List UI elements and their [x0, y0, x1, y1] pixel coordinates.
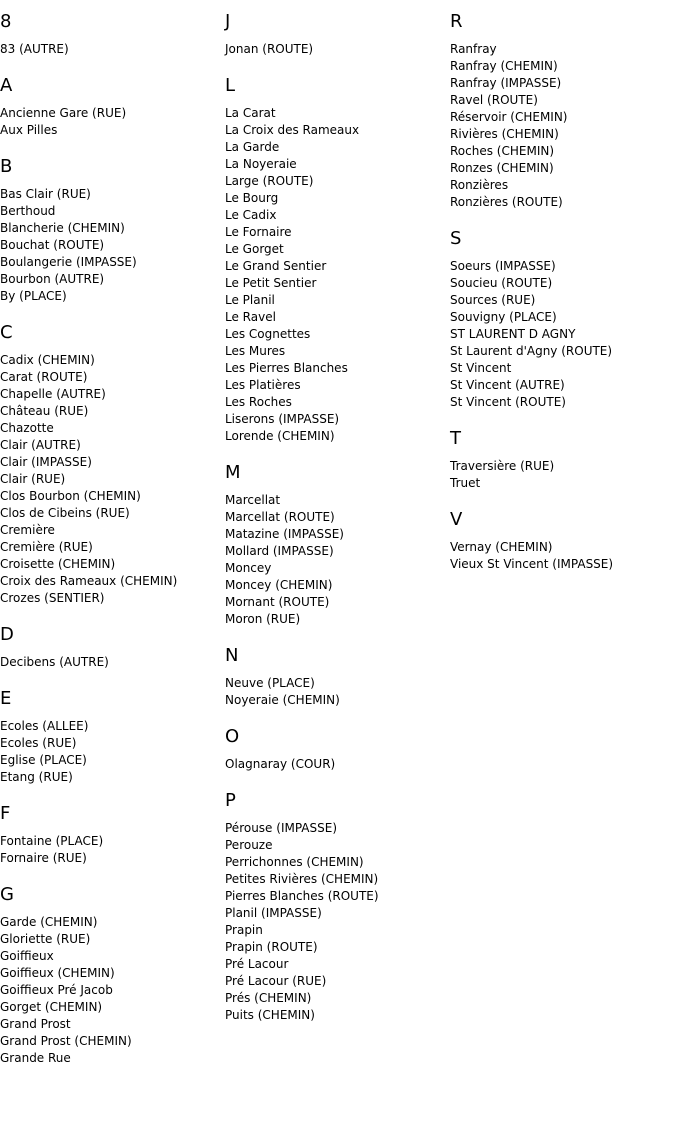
street-link[interactable]: Réservoir (CHEMIN) [450, 110, 568, 124]
street-link[interactable]: By (PLACE) [0, 289, 67, 303]
street-link[interactable]: Crozes (SENTIER) [0, 591, 105, 605]
street-link[interactable]: Le Grand Sentier [225, 259, 327, 273]
street-link[interactable]: Les Mures [225, 344, 286, 358]
street-link[interactable]: Roches (CHEMIN) [450, 144, 555, 158]
street-link[interactable]: Ravel (ROUTE) [450, 93, 538, 107]
letter-heading: V [450, 509, 463, 530]
street-link[interactable]: Ronzières [450, 178, 509, 192]
letter-heading: E [0, 688, 12, 709]
letter-group [0, 75, 225, 139]
street-link[interactable]: Pierres Blanches (ROUTE) [225, 889, 379, 903]
street-link[interactable]: Cremière (RUE) [0, 540, 93, 554]
letter-group [0, 624, 225, 671]
street-link[interactable]: Gorget (CHEMIN) [0, 1000, 103, 1014]
street-link[interactable]: Large (ROUTE) [225, 174, 314, 188]
letter-group [0, 156, 225, 305]
street-link[interactable]: Les Pierres Blanches [225, 361, 348, 375]
letter-heading: S [450, 228, 462, 249]
letter-group [225, 11, 450, 58]
street-link[interactable]: Pérouse (IMPASSE) [225, 821, 338, 835]
street-link[interactable]: Petites Rivières (CHEMIN) [225, 872, 379, 886]
street-link[interactable]: Clair (AUTRE) [0, 438, 81, 452]
letter-group [450, 428, 675, 492]
street-link[interactable]: Le Fornaire [225, 225, 292, 239]
street-link[interactable]: Moron (RUE) [225, 612, 301, 626]
street-link[interactable]: Traversière (RUE) [450, 459, 555, 473]
street-list [450, 539, 675, 573]
street-link[interactable]: Clos de Cibeins (RUE) [0, 506, 130, 520]
street-link[interactable]: Goiffieux [0, 949, 54, 963]
street-link[interactable]: Goiffieux Pré Jacob [0, 983, 113, 997]
street-link[interactable]: Bourbon (AUTRE) [0, 272, 105, 286]
street-index-column-1 [0, 0, 225, 1084]
letter-group [225, 75, 450, 445]
street-link[interactable]: Soeurs (IMPASSE) [450, 259, 556, 273]
letter-heading: P [225, 790, 236, 811]
street-link[interactable]: Ranfray (CHEMIN) [450, 59, 558, 73]
street-link[interactable]: St Vincent [450, 361, 512, 375]
street-link[interactable]: Noyeraie (CHEMIN) [225, 693, 340, 707]
street-list [450, 41, 675, 211]
street-list [0, 654, 225, 671]
street-link[interactable]: Clair (IMPASSE) [0, 455, 92, 469]
letter-heading: J [225, 11, 231, 32]
street-link[interactable]: Ranfray [450, 42, 497, 56]
street-link[interactable]: Garde (CHEMIN) [0, 915, 98, 929]
street-link[interactable]: Sources (RUE) [450, 293, 536, 307]
letter-heading: O [225, 726, 240, 747]
street-link[interactable]: Lorende (CHEMIN) [225, 429, 335, 443]
street-list [450, 458, 675, 492]
street-list [0, 105, 225, 139]
street-link[interactable]: Les Roches [225, 395, 292, 409]
street-link[interactable]: Carat (ROUTE) [0, 370, 88, 384]
street-list [0, 41, 225, 58]
street-link[interactable]: Aux Pilles [0, 123, 58, 137]
street-link[interactable]: Olagnaray (COUR) [225, 757, 336, 771]
street-link[interactable]: Le Gorget [225, 242, 284, 256]
street-link[interactable]: Cadix (CHEMIN) [0, 353, 95, 367]
street-link[interactable]: Clos Bourbon (CHEMIN) [0, 489, 141, 503]
street-link[interactable]: Gloriette (RUE) [0, 932, 91, 946]
street-link[interactable]: Soucieu (ROUTE) [450, 276, 553, 290]
letter-heading: G [0, 884, 14, 905]
street-link[interactable]: Perouze [225, 838, 273, 852]
street-link[interactable]: St Laurent d'Agny (ROUTE) [450, 344, 613, 358]
street-link[interactable]: Berthoud [0, 204, 56, 218]
street-list [0, 352, 225, 607]
letter-heading: F [0, 803, 11, 824]
street-link[interactable]: Chazotte [0, 421, 54, 435]
street-index-column-3 [450, 0, 675, 590]
street-link[interactable]: Le Bourg [225, 191, 279, 205]
letter-group [450, 11, 675, 211]
letter-heading: R [450, 11, 463, 32]
street-list [225, 756, 450, 773]
street-link[interactable]: Eglise (PLACE) [0, 753, 87, 767]
letter-heading: B [0, 156, 13, 177]
street-link[interactable]: Grand Prost [0, 1017, 71, 1031]
letter-heading: M [225, 462, 241, 483]
letter-group [0, 803, 225, 867]
letter-group [225, 726, 450, 773]
letter-group [0, 11, 225, 58]
street-link[interactable]: Moncey [225, 561, 272, 575]
street-link[interactable]: Liserons (IMPASSE) [225, 412, 340, 426]
street-link[interactable]: Etang (RUE) [0, 770, 73, 784]
street-link[interactable]: Neuve (PLACE) [225, 676, 315, 690]
street-link[interactable]: Château (RUE) [0, 404, 89, 418]
street-link[interactable]: Grande Rue [0, 1051, 71, 1065]
street-link[interactable]: La Croix des Rameaux [225, 123, 360, 137]
street-link[interactable]: Boulangerie (IMPASSE) [0, 255, 137, 269]
street-link[interactable]: Prapin (ROUTE) [225, 940, 318, 954]
street-list [225, 675, 450, 709]
letter-heading: A [0, 75, 13, 96]
street-link[interactable]: Fontaine (PLACE) [0, 834, 104, 848]
street-link[interactable]: 83 (AUTRE) [0, 42, 69, 56]
letter-heading: C [0, 322, 13, 343]
letter-group [0, 884, 225, 1067]
street-list [450, 258, 675, 411]
street-link[interactable]: La Garde [225, 140, 280, 154]
street-link[interactable]: Mornant (ROUTE) [225, 595, 330, 609]
street-link[interactable]: Ecoles (RUE) [0, 736, 77, 750]
street-link[interactable]: Pré Lacour (RUE) [225, 974, 327, 988]
letter-heading: D [0, 624, 14, 645]
letter-heading: 8 [0, 11, 12, 32]
street-list [0, 186, 225, 305]
street-link[interactable]: Marcellat [225, 493, 281, 507]
street-link[interactable]: Matazine (IMPASSE) [225, 527, 344, 541]
street-list [0, 833, 225, 867]
letter-heading: T [450, 428, 461, 449]
street-link[interactable]: Cremière [0, 523, 55, 537]
street-link[interactable]: Perrichonnes (CHEMIN) [225, 855, 364, 869]
letter-heading: L [225, 75, 236, 96]
street-link[interactable]: Prapin [225, 923, 263, 937]
street-link[interactable]: Bas Clair (RUE) [0, 187, 91, 201]
street-link[interactable]: Ronzières (ROUTE) [450, 195, 563, 209]
street-link[interactable]: Souvigny (PLACE) [450, 310, 557, 324]
street-link[interactable]: Clair (RUE) [0, 472, 66, 486]
street-list [0, 914, 225, 1067]
street-link[interactable]: ST LAURENT D AGNY [450, 327, 576, 341]
street-link[interactable]: Chapelle (AUTRE) [0, 387, 106, 401]
street-link[interactable]: La Noyeraie [225, 157, 297, 171]
street-link[interactable]: Goiffieux (CHEMIN) [0, 966, 115, 980]
letter-group [225, 462, 450, 628]
street-link[interactable]: Le Planil [225, 293, 275, 307]
letter-group [225, 790, 450, 1024]
street-link[interactable]: Grand Prost (CHEMIN) [0, 1034, 132, 1048]
street-link[interactable]: Vernay (CHEMIN) [450, 540, 553, 554]
street-link[interactable]: Marcellat (ROUTE) [225, 510, 335, 524]
letter-group [225, 645, 450, 709]
letter-heading: N [225, 645, 239, 666]
street-link[interactable]: Le Ravel [225, 310, 276, 324]
street-link[interactable]: St Vincent (ROUTE) [450, 395, 566, 409]
street-link[interactable]: Le Cadix [225, 208, 277, 222]
street-list [0, 718, 225, 786]
street-link[interactable]: La Carat [225, 106, 276, 120]
letter-group [450, 509, 675, 573]
street-link[interactable]: Les Platières [225, 378, 301, 392]
street-link[interactable]: Blancherie (CHEMIN) [0, 221, 125, 235]
street-link[interactable]: Les Cognettes [225, 327, 311, 341]
street-link[interactable]: Croisette (CHEMIN) [0, 557, 116, 571]
street-list [225, 820, 450, 1024]
street-link[interactable]: Planil (IMPASSE) [225, 906, 322, 920]
street-list [225, 41, 450, 58]
street-link[interactable]: Ancienne Gare (RUE) [0, 106, 127, 120]
street-link[interactable]: Ronzes (CHEMIN) [450, 161, 554, 175]
street-link[interactable]: Croix des Rameaux (CHEMIN) [0, 574, 178, 588]
street-link[interactable]: Jonan (ROUTE) [225, 42, 314, 56]
street-link[interactable]: Vieux St Vincent (IMPASSE) [450, 557, 614, 571]
street-link[interactable]: St Vincent (AUTRE) [450, 378, 565, 392]
letter-group [0, 688, 225, 786]
letter-group [0, 322, 225, 607]
letter-group [450, 228, 675, 411]
street-list [225, 492, 450, 628]
street-link[interactable]: Decibens (AUTRE) [0, 655, 109, 669]
street-link[interactable]: Rivières (CHEMIN) [450, 127, 559, 141]
street-link[interactable]: Fornaire (RUE) [0, 851, 87, 865]
street-list [225, 105, 450, 445]
street-link[interactable]: Puits (CHEMIN) [225, 1008, 315, 1022]
street-link[interactable]: Ranfray (IMPASSE) [450, 76, 562, 90]
street-link[interactable]: Truet [450, 476, 481, 490]
street-link[interactable]: Pré Lacour [225, 957, 289, 971]
street-link[interactable]: Bouchat (ROUTE) [0, 238, 105, 252]
street-link[interactable]: Ecoles (ALLEE) [0, 719, 89, 733]
street-link[interactable]: Prés (CHEMIN) [225, 991, 312, 1005]
street-index-column-2 [225, 0, 450, 1041]
street-link[interactable]: Le Petit Sentier [225, 276, 317, 290]
street-link[interactable]: Moncey (CHEMIN) [225, 578, 333, 592]
street-link[interactable]: Mollard (IMPASSE) [225, 544, 334, 558]
